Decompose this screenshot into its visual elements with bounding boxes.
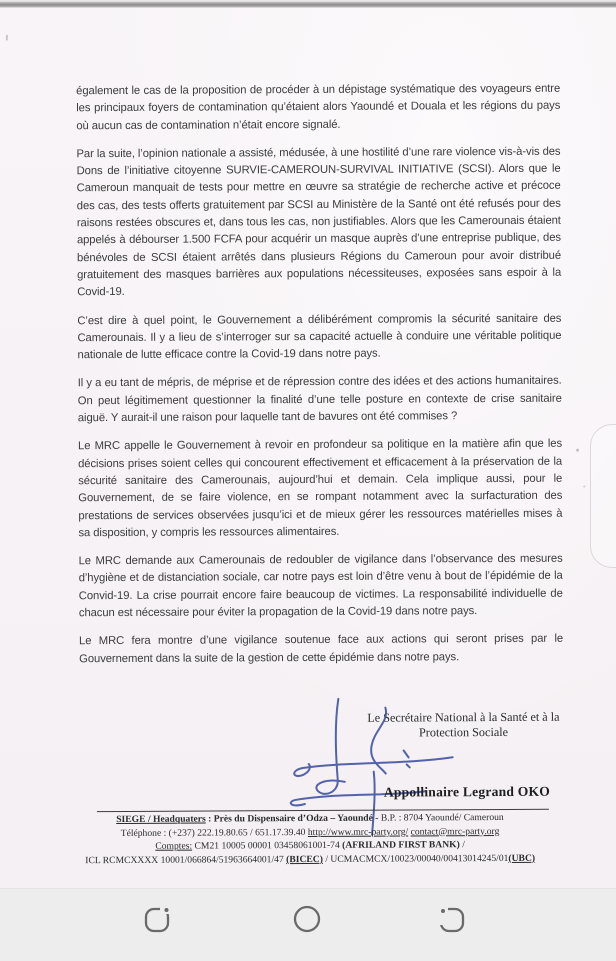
- paragraph: C’est dire à quel point, le Gouvernement a délibérément compromis la sécurité sanitaire des Camerounais. Il y a lieu de s’interroger sur sa capacité actuelle à conduire une véritable politique nationale de lutte efficace contre la Covid-19 dans notre pays.: [77, 312, 562, 362]
- email-link[interactable]: contact@mrc-party.org: [410, 825, 500, 838]
- footer-accounts-line2: ICL RCMCXXXX 10001/066864/51963664001/47 (BICEC) / UCMACMCX/10023/00040/00413014245/01(UBC): [85, 852, 536, 866]
- paragraph: Le MRC appelle le Gouvernement à revoir en profondeur sa politique en la matière afin que les décisions prises soient celles qui concourent effectivement et efficacement à la préservation de la sécurité sanitaire des Camerounais, aujourd’hui et demain. Cela implique aussi, pour le Gouvernement, de se faire violence, en se rompant notamment avec la surfacturation des prestations de services observées jusqu’ici et de mieux gérer les ressources matérielles mises à sa disposition, y compris les ressources alimentaires.: [77, 438, 563, 540]
- home-icon[interactable]: [292, 904, 322, 934]
- speck: [583, 486, 585, 488]
- footer-address-line: SIEGE / Headquaters : Près du Dispensaire d’Odza – Yaoundé - B.P. : 8704 Yaoundé/ Cameroun: [116, 811, 504, 826]
- page-scroll-indicator[interactable]: [590, 424, 616, 568]
- website-link[interactable]: http://www.mrc-party.org/: [307, 826, 409, 838]
- document-body: [76, 81, 563, 679]
- paragraph: Il y a eu tant de mépris, de méprise et de répression contre des idées et des actions humanitaires. On peut légitimement questionner la finalité d’une telle posture en contexte de crise sanitaire aiguë. Y aurait-il une raison pour laquelle tant de bavures ont été commises ?: [77, 375, 562, 425]
- document-footer: [2, 810, 616, 868]
- back-icon[interactable]: [437, 904, 467, 934]
- paragraph: également le cas de la proposition de procéder à un dépistage systématique des voyageurs entre les principaux foyers de contamination qu’étaient alors Yaoundé et Douala et les régions du pays où aucun cas de contamination n’était encore signalé.: [76, 82, 561, 132]
- speck: [576, 449, 579, 452]
- signatory-title-line: Le Secrétaire National à la Santé et à la: [367, 709, 560, 725]
- footer-contact-line: Téléphone : (+237) 222.19.80.65 / 651.17.39.40 http://www.mrc-party.org/ contact@mrc-party.org: [120, 825, 500, 839]
- paragraph: Le MRC demande aux Camerounais de redoubler de vigilance dans l’observance des mesures d’hygiène et de distanciation sociale, car notre pays est loin d’être venu à bout de l’épidémie de la Convid-19. La crise pourrait encore faire beaucoup de victimes. La responsabilité individuelle de chacun est nécessaire pour éviter la propagation de la Covid-19 dans notre pays.: [78, 552, 563, 620]
- paragraph: Par la suite, l’opinion nationale a assisté, médusée, à une hostilité d’une rare violence vis-à-vis des Dons de l’initiative citoyenne SURVIE-CAMEROUN-SURVIVAL INITIATIVE (SCSI). Alors que le Cameroun manquait de tests pour mettre en œuvre sa stratégie de recherche active et précoce des cas, des tests offerts gratuitement par SCSI au Ministère de la Santé ont été refusés pour des raisons restées obscures et, dans tous les cas, non justifiables. Alors que les Camerounais étaient appelés à débourser 1.500 FCFA pour acquérir un masque auprès d’une entreprise publique, des bénévoles de SCSI étaient arrêtés dans plusieurs Régions du Cameroun pour avoir distribué gratuitement des masques barrières aux populations nécessiteuses, exposées sans espoir à la Covid-19.: [76, 145, 562, 299]
- speck: [6, 35, 8, 41]
- paragraph: Le MRC fera montre d’une vigilance soutenue face aux actions qui seront prises par le Gouvernement dans la suite de la gestion de cette épidémie dans notre pays.: [78, 632, 564, 665]
- signatory-title-line: Protection Sociale: [418, 724, 509, 740]
- android-navigation-bar: [0, 888, 616, 961]
- signatory-name: Appollinaire Legrand OKO: [383, 783, 551, 800]
- photo-top-edge: [0, 0, 616, 8]
- footer-accounts-line: Comptes: CM21 10005 00001 03458061001-74 (AFRILAND FIRST BANK) /: [155, 839, 465, 852]
- signatory-title: [349, 710, 577, 741]
- recents-icon[interactable]: [142, 904, 172, 934]
